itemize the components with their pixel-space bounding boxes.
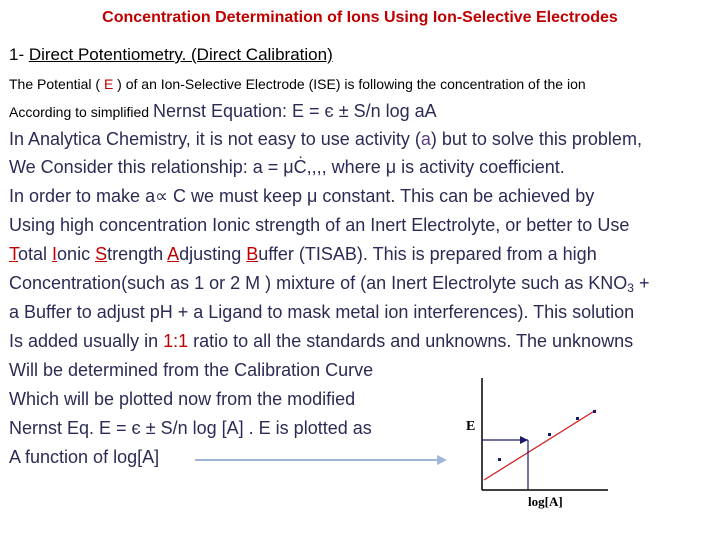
data-point (593, 410, 596, 413)
data-point (576, 417, 579, 420)
text-line-9: a Buffer to adjust pH + a Ligand to mask metal ion interferences). This solution (9, 302, 635, 322)
text-line-4: We Consider this relationship: a = μĊ,,,, where μ is activity coefficient. (9, 157, 565, 177)
line5-b: C we must keep μ constant. This can be achieved by (167, 186, 595, 206)
arrow-to-graph (195, 450, 450, 470)
text-line-14: A function of log[A] (9, 447, 160, 467)
calibration-curve-graph (458, 370, 618, 520)
tisab-letter-s: S (95, 244, 108, 264)
text-line-8 (9, 273, 649, 295)
text-line-11: Will be determined from the Calibration Curve (9, 360, 374, 380)
activity-symbol: a (420, 129, 431, 149)
line3-b: ) but to solve this problem, (430, 129, 642, 149)
heading-text: Direct Potentiometry. (Direct Calibration) (28, 45, 333, 64)
line1-b: ) of an Ion-Selective Electrode (ISE) is following the concentration of the ion (113, 76, 586, 92)
tisab-word-buffer: uffer (258, 244, 294, 264)
proportional-symbol: ∝ (155, 186, 168, 206)
arrow-head (437, 455, 447, 465)
line3-a: In Analytica Chemistry, it is not easy to use activity ( (9, 129, 421, 149)
potential-symbol: E (103, 76, 114, 92)
text-line-6: Using high concentration Ionic strength of an Inert Electrolyte, or better to Use (9, 215, 630, 235)
line8-b: + (633, 273, 650, 293)
section-heading (9, 45, 333, 65)
line5-a: In order to make a (9, 186, 156, 206)
graph-y-label: E (466, 419, 476, 434)
line8-a: Concentration(such as 1 or 2 M ) mixture of (an Inert Electrolyte such as KNO (9, 273, 628, 293)
page-title: Concentration Determination of Ions Using Ion-Selective Electrodes (102, 9, 618, 26)
text-line-7 (9, 244, 597, 265)
tisab-word-strength: trength (107, 244, 168, 264)
tisab-word-ionic: onic (57, 244, 96, 264)
line10-a: Is added usually in (9, 331, 164, 351)
text-line-13: Nernst Eq. E = є ± S/n log [A] . E is plotted as (9, 418, 372, 438)
data-point (548, 433, 551, 436)
tisab-letter-t: T (9, 244, 18, 264)
tisab-letter-a: A (167, 244, 180, 264)
data-point (498, 458, 501, 461)
line7-rest: (TISAB). This is prepared from a high (293, 244, 597, 264)
line2-small: According to simplified (9, 104, 153, 120)
text-line-5 (9, 186, 594, 207)
text-line-12: Which will be plotted now from the modified (9, 389, 356, 409)
text-line-10 (9, 331, 633, 352)
line10-b: ratio to all the standards and unknowns. The unknowns (188, 331, 634, 351)
kno3-subscript: 3 (627, 281, 634, 295)
graph-x-label: log[A] (528, 494, 563, 509)
guide-arrow (520, 436, 528, 444)
tisab-word-total: otal (18, 244, 53, 264)
tisab-letter-i: I (52, 244, 58, 264)
tisab-letter-b: B (246, 244, 259, 264)
text-line-3 (9, 129, 642, 150)
ratio-value: 1:1 (163, 331, 189, 351)
tisab-word-adjusting: djusting (179, 244, 247, 264)
heading-prefix: 1- (9, 45, 29, 64)
line1-a: The Potential ( (9, 76, 104, 92)
calibration-line (484, 410, 596, 480)
text-line-1 (9, 76, 586, 92)
line2-rest: Nernst Equation: E = є ± S/n log aA (152, 101, 437, 121)
text-line-2 (9, 101, 437, 122)
